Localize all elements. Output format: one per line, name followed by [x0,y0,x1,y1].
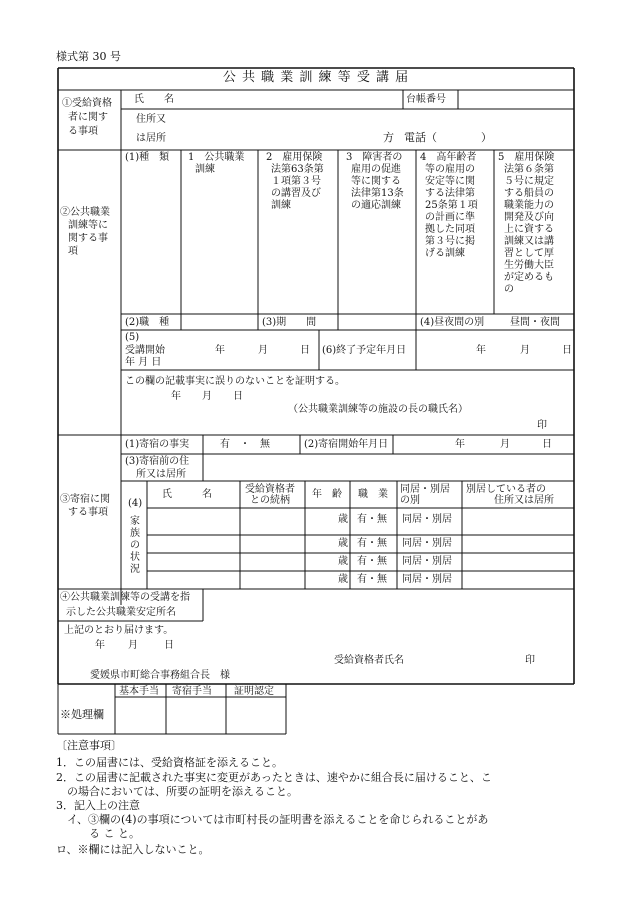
facility-seal: 印 [537,420,547,431]
form-number: 様式第 30 号 [56,50,121,63]
form-title: 公 共 職 業 訓 練 等 受 講 届 [222,70,410,85]
ledger-number-field[interactable] [460,91,572,108]
processing-header-lodging: 寄宿手当 [172,686,212,697]
facility-head-label: （公共職業訓練等の施設の長の職氏名） [288,404,468,415]
lodging-start-label: (2)寄宿開始年月日 [304,439,389,450]
employment-office-field[interactable] [204,590,572,620]
family-header-occupation: 職 業 [358,489,388,500]
prev-address-field[interactable] [204,455,572,480]
family-label: (4) [128,498,143,509]
phone-label: 電話（ ） [404,131,492,144]
lodging-select[interactable]: 有 ・ 無 [220,439,270,450]
period-label: (3)期 間 [262,317,317,328]
end-date-label: (6)終了予定年月日 [322,345,407,356]
processing-header-basic: 基本手当 [119,686,159,697]
family-header-age: 年 齢 [312,489,342,500]
certify-text: この欄の記載事実に誤りのないことを証明する。 [125,376,345,387]
notes-heading: 〔注意事項〕 [56,739,122,752]
lodging-label: (1)寄宿の事実 [125,439,190,450]
applicant-name-field[interactable] [410,652,520,668]
applicant-seal: 印 [525,655,535,666]
address-field[interactable] [160,110,380,148]
applicant-name-label: 受給資格者氏名 [334,655,404,666]
addressee: 愛媛県市町総合事務組合長 様 [90,670,230,681]
name-field[interactable] [182,91,400,108]
processing-header-certification: 証明認定 [234,686,274,697]
daynight-select[interactable]: 昼間・夜間 [510,317,560,328]
period-field[interactable] [339,315,415,329]
ledger-number-label: 台帳番号 [406,94,446,105]
training-type-label: (1)種 類 [125,152,170,163]
occupation-field[interactable] [182,315,257,329]
notice-text: 上記のとおり届けます。 [64,625,174,636]
daynight-label: (4)昼夜間の別 [420,317,485,328]
processing-label: ※処理欄 [60,708,104,721]
family-header-name: 氏 名 [162,489,212,500]
address-direction: 方 [383,131,394,144]
name-label: 氏 名 [134,94,174,105]
occupation-label: (2)職 種 [125,317,170,328]
